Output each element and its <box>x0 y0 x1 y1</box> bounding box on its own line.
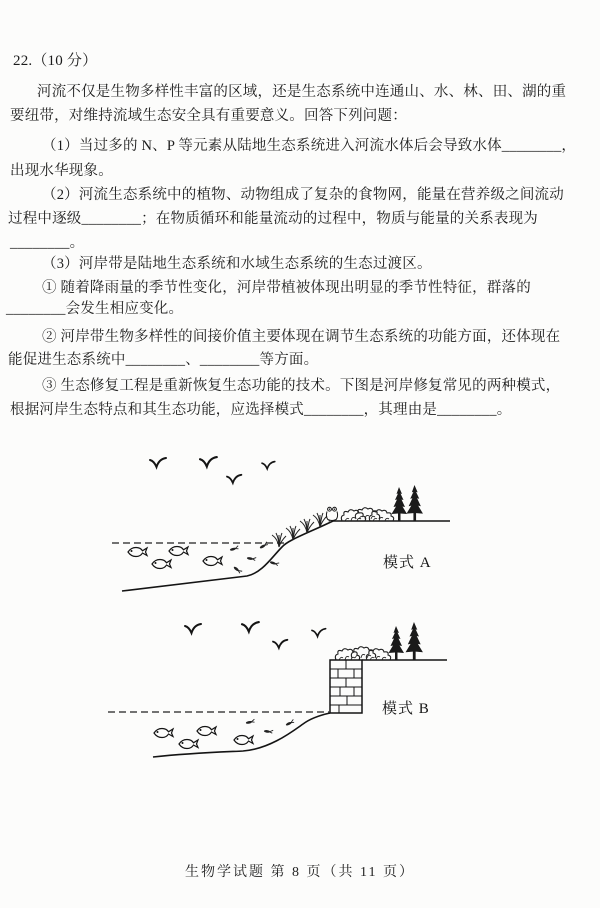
question-number: 22.（10 分） <box>13 53 98 69</box>
intro-line-2: 要纽带，对维持流域生态安全具有重要意义。回答下列问题： <box>10 108 407 124</box>
diagram-model-b <box>50 610 470 785</box>
pine-tree-icon <box>406 622 423 660</box>
diagram-model-a <box>50 445 470 607</box>
q3-sub3-line-1: ③ 生态修复工程是重新恢复生态功能的技术。下图是河岸修复常见的两种模式， <box>42 378 561 394</box>
q2-line-1: （2）河流生态系统中的植物、动物组成了复杂的食物网，能量在营养级之间流动 <box>42 187 564 203</box>
q2-line-3: ________。 <box>10 235 85 251</box>
fish-icon <box>203 557 222 566</box>
fish-icon <box>169 547 188 556</box>
pine-tree-icon <box>389 626 405 660</box>
trees-group <box>389 622 423 660</box>
bird-icon <box>185 624 201 633</box>
fish-group <box>154 727 253 749</box>
q3-sub2-line-1: ② 河岸带生物多样性的间接价值主要体现在调节生态系统的功能方面，还体现在 <box>42 329 561 345</box>
bird-icon <box>273 640 287 648</box>
intro-line-1: 河流不仅是生物多样性丰富的区域，还是生态系统中连通山、水、林、田、湖的重 <box>37 84 567 100</box>
fish-icon <box>234 736 253 745</box>
shrub-icon <box>366 649 390 660</box>
fry-icon <box>233 565 242 573</box>
shrub-icon <box>369 510 393 521</box>
slope-grass-group <box>272 513 327 547</box>
birds-group <box>185 622 326 648</box>
bird-icon <box>200 457 217 466</box>
page-footer: 生物学试题 第 8 页（共 11 页） <box>185 865 415 880</box>
shrub-group <box>335 647 390 660</box>
fish-group <box>128 547 222 569</box>
fry-icon <box>247 556 257 561</box>
q3-sub3-line-2: 根据河岸生态特点和其生态功能，应选择模式________，其理由是________。 <box>10 402 512 418</box>
q1-line-2: 出现水华现象。 <box>10 163 113 179</box>
q3-intro: （3）河岸带是陆地生态系统和水域生态系统的生态过渡区。 <box>42 256 432 272</box>
q1-line-1: （1）当过多的 N、P 等元素从陆地生态系统进入河流水体后会导致水体________， <box>42 138 577 154</box>
fish-icon <box>179 740 198 749</box>
fry-icon <box>270 560 280 566</box>
bird-icon <box>312 629 326 637</box>
pine-tree-icon <box>407 485 423 521</box>
q2-line-2: 过程中逐级________；在物质循环和能量流动的过程中，物质与能量的关系表现为 <box>8 211 538 227</box>
fish-icon <box>128 548 147 557</box>
fry-icon <box>264 729 273 734</box>
fry-icon <box>229 546 239 552</box>
shrub-group <box>341 508 393 521</box>
q3-sub1-line-1: ① 随着降雨量的季节性变化，河岸带植被体现出明显的季节性特征，群落的 <box>42 280 531 296</box>
model-b-label: 模式 B <box>382 701 430 717</box>
bird-icon <box>262 462 275 469</box>
pine-tree-icon <box>392 487 408 521</box>
brick-wall <box>330 660 362 713</box>
birds-group <box>150 457 275 483</box>
fry-icon <box>245 719 255 724</box>
bird-icon <box>242 622 259 631</box>
q3-sub1-line-2: ________会发生相应变化。 <box>6 301 184 317</box>
fish-icon <box>197 727 216 736</box>
bank-slope-line <box>122 521 333 591</box>
fry-icon <box>285 719 295 726</box>
shrub-icon <box>351 647 375 658</box>
fish-icon <box>154 729 173 738</box>
bird-icon <box>227 475 241 483</box>
shrub-icon <box>341 510 365 521</box>
shrub-icon <box>335 649 359 660</box>
trees-group <box>392 485 423 521</box>
q3-sub2-line-2: 能促进生态系统中________、________等方面。 <box>8 352 319 368</box>
fry-group <box>245 719 294 733</box>
fish-icon <box>152 560 171 569</box>
model-a-label: 模式 A <box>383 555 432 571</box>
frog-icon <box>326 507 337 521</box>
bird-icon <box>150 458 166 467</box>
